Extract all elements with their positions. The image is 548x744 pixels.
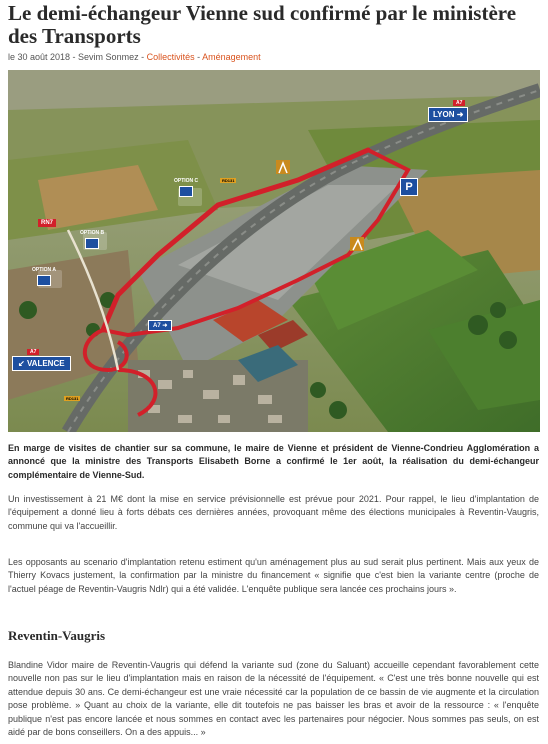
option-c-marker <box>174 178 198 197</box>
option-b-label: OPTION B <box>80 230 105 236</box>
lyon-label: LYON <box>433 110 455 119</box>
option-c-label: OPTION C <box>174 178 199 184</box>
article-paragraph-3: Blandine Vidor maire de Reventin-Vaugris qui défend la variante sud (zone du Saluant) accueille cependant favorablement cette nouvelle non pas sur le lieu d'implantation mais en raison de la nécessité de l'équipement. « C'est une très bonne nouvelle qui est attendue depuis 30 ans. Ce demi-échangeur est une vraie nécessité car la population de ce bassin de vie augmente et la circulation pose problème. » Quant au choix de la variante, elle dit toutefois ne pas baisser les bras et avoir de la ressource : « l'enquête publique n'est pas encore lancée et nous sommes en contact avec les partenaires pour négocier. Nous sommes pas seuls, on est aidé par de bons conseillers. On a des appuis... » <box>8 660 539 738</box>
lyon-sign <box>428 100 468 122</box>
category-link-collectivites[interactable]: Collectivités <box>146 52 195 62</box>
aerial-photo-illustration <box>8 70 540 432</box>
rd131-sign: RD131 <box>222 178 235 183</box>
a7-sign <box>148 320 172 331</box>
lyon-road-label: A7 <box>453 100 465 106</box>
option-a-marker <box>32 267 56 286</box>
rn7-sign: RN7 <box>38 219 56 227</box>
arrow-right-icon: ➜ <box>456 110 464 119</box>
arrow-right-icon-small: ➜ <box>162 323 168 329</box>
parking-sign: P <box>400 178 418 196</box>
interchange-icon <box>179 186 193 197</box>
article-date-author: le 30 août 2018 - Sevim Sonmez - <box>8 52 147 62</box>
valence-road-label: A7 <box>27 349 39 355</box>
meta-separator: - <box>194 52 203 62</box>
aerial-photo <box>8 70 540 432</box>
interchange-icon-a <box>37 275 51 286</box>
valence-label: VALENCE <box>26 359 65 368</box>
article-meta <box>8 52 261 62</box>
article-paragraph-1: Un investissement à 21 M€ dont la mise en service prévisionnelle est prévue pour 2021. Pour rappel, le lieu d'implantation de l'équipement a donné lieu à forts débats ces dernières années, provoquant même des élections municipales à Reventin-Vaugris, commune qui va l'accueillir. <box>8 494 539 531</box>
article-subheading: Reventin-Vaugris <box>8 628 106 643</box>
valence-sign <box>12 349 71 371</box>
article-paragraph-2: Les opposants au scenario d'implantation retenu estiment qu'un aménagement plus au sud serait plus pertinent. Mais aux yeux de Thierry Kovacs justement, la confirmation par la ministre du financement « signifie que c'est bien la variante centre (proche de l'actuel péage de Reventin-Vaugris Ndlr) qui a été validée. L'enquête publique sera lancée ces prochains jours ». <box>8 557 539 594</box>
rd131-sign-2: RD131 <box>66 396 79 401</box>
a7-label: A7 <box>153 323 161 329</box>
option-a-label: OPTION A <box>32 267 56 273</box>
category-link-amenagement[interactable]: Aménagement <box>202 52 261 62</box>
article-title: Le demi-échangeur Vienne sud confirmé par le ministère des Transports <box>8 1 517 48</box>
interchange-icon-b <box>85 238 99 249</box>
arrow-down-left-icon: ↙ <box>18 359 27 368</box>
article-lead: En marge de visites de chantier sur sa commune, le maire de Vienne et président de Vienne-Condrieu Agglomération a annoncé que la ministre des Transports Elisabeth Borne a confirmé le 1er août, la réalisation du demi-échangeur complémentaire de Vienne-Sud. <box>8 443 539 480</box>
option-b-marker <box>80 230 104 249</box>
